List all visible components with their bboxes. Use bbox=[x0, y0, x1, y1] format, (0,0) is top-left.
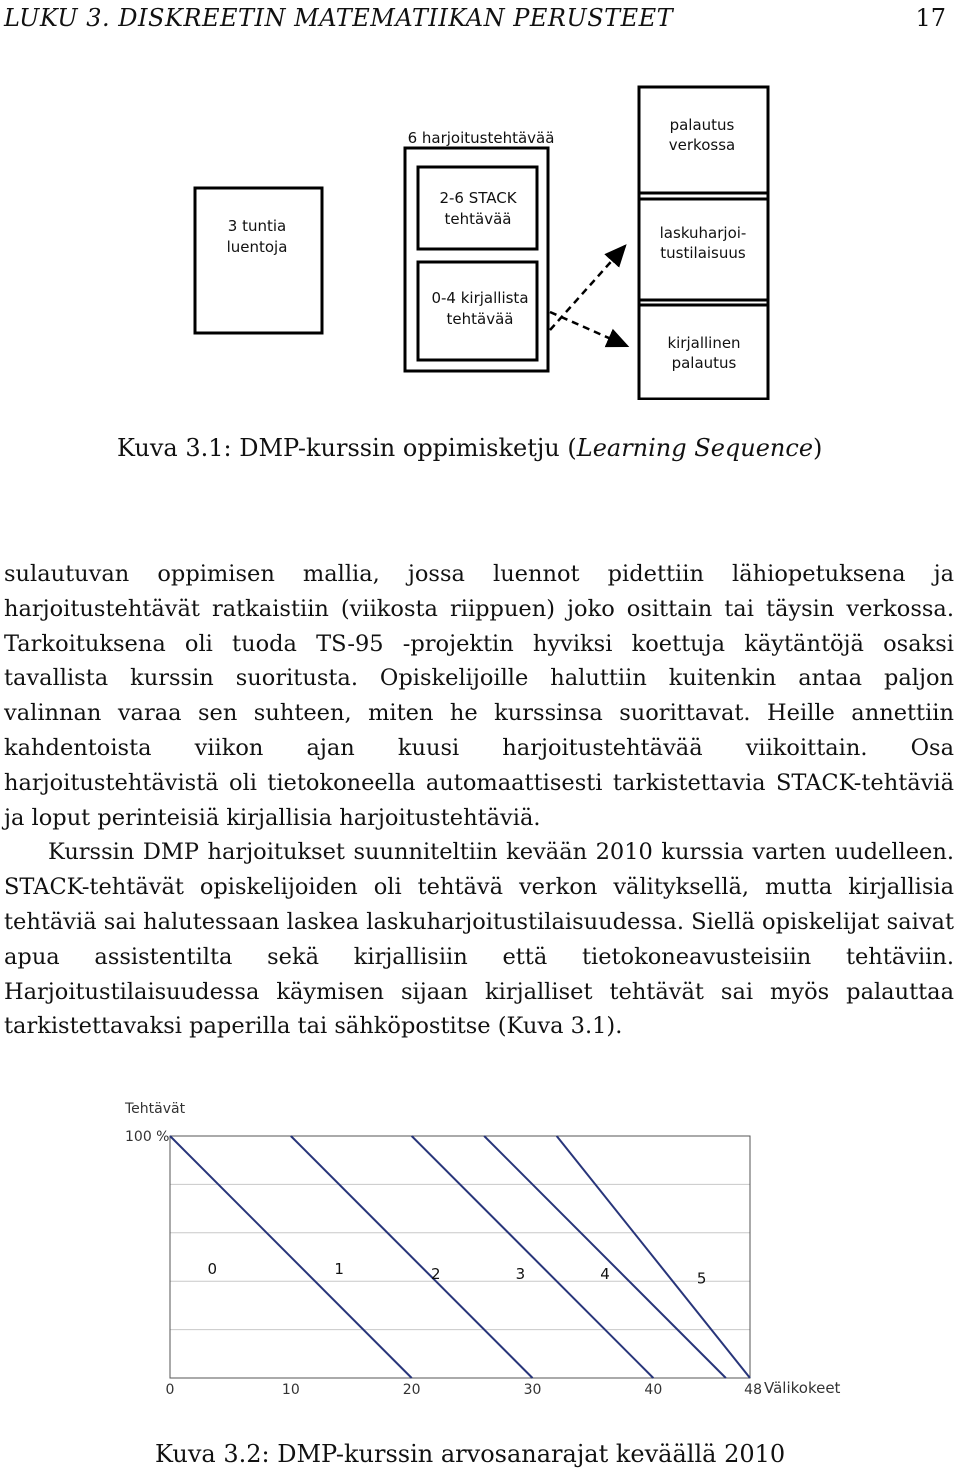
y-axis-label: Tehtävät bbox=[125, 1101, 186, 1117]
paragraph: Kurssin DMP harjoitukset suunniteltiin kevään 2010 kurssia varten uudelleen. STACK-tehtävät opiskelijoiden oli tehtävä verkon välityksellä, mutta kirjallisia tehtäviä sai halutessaan laskea laskuharjoitustilaisuudessa. Siellä opiskelijat saivat apua assistentilta sekä kirjallisiin että tietokoneavusteisiin tehtäviin. Harjoitustilaisuudessa käymisen sijaan kirjalliset tehtävät sai myös palauttaa tarkistettavaksi paperilla tai sähköpostitse (Kuva 3.1). bbox=[4, 839, 954, 1040]
exercise-group-box bbox=[405, 148, 548, 371]
grade-boundary-line-1 bbox=[170, 1136, 412, 1378]
body-text bbox=[4, 557, 954, 1044]
stack-label-1: 2-6 STACK bbox=[439, 189, 517, 207]
caption-italic-term: Learning Sequence bbox=[576, 434, 814, 462]
grade-boundary-line-2 bbox=[291, 1136, 533, 1378]
x-axis-label: Välikokeet bbox=[764, 1379, 841, 1397]
chart-grid bbox=[170, 1184, 750, 1329]
x-tick-label: 20 bbox=[402, 1382, 421, 1398]
region-label-grade-0: 0 bbox=[207, 1259, 218, 1278]
y-top-label: 100 % bbox=[125, 1129, 170, 1145]
region-label-grade-2: 2 bbox=[431, 1264, 441, 1283]
x-tick-label: 40 bbox=[644, 1382, 663, 1398]
grade-boundary-line-3 bbox=[412, 1136, 654, 1378]
region-label-grade-5: 5 bbox=[696, 1269, 707, 1288]
lectures-label-1: 3 tuntia bbox=[227, 217, 287, 235]
paragraph: sulautuvan oppimisen mallia, jossa luennot pidettiin lähiopetuksena ja harjoitustehtävät ratkaistiin (viikosta riippuen) joko osittain tai täysin verkossa. Tarkoituksena oli tuoda TS-95 -projektin hyviksi koettuja käytäntöjä osaksi tavallista kurssin suoritusta. Opiskelijoille haluttiin kuitenkin antaa paljon valinnan varaa sen suhteen, miten he kurssinsa suorittavat. Heille annettiin kahdentoista viikon ajan kuusi harjoitustehtävää viikoittain. Osa harjoitustehtävistä oli tietokoneella automaattisesti tarkistettavia STACK-tehtäviä ja loput perinteisiä kirjallisia harjoitustehtäviä. bbox=[4, 561, 954, 831]
region-label-grade-1: 1 bbox=[334, 1259, 344, 1278]
caption-suffix: ) bbox=[813, 434, 823, 462]
written-label-1: 0-4 kirjallista bbox=[431, 289, 529, 307]
x-tick-label: 10 bbox=[281, 1382, 300, 1398]
exercise-session-label-2: tustilaisuus bbox=[660, 244, 746, 262]
page-number: 17 bbox=[915, 4, 946, 32]
x-tick-labels bbox=[166, 1382, 762, 1398]
stack-label-2: tehtävää bbox=[444, 210, 512, 228]
region-label-grade-4: 4 bbox=[600, 1264, 610, 1283]
lectures-box bbox=[195, 188, 322, 333]
lectures-label-2: luentoja bbox=[226, 238, 288, 256]
written-label-2: tehtävää bbox=[446, 310, 514, 328]
online-return-label-1: palautus bbox=[669, 116, 735, 134]
grade-boundary-lines bbox=[170, 1136, 750, 1378]
paper-return-label-1: kirjallinen bbox=[667, 334, 741, 352]
figure-caption-3-1 bbox=[117, 434, 822, 462]
caption-prefix: Kuva 3.1: DMP-kurssin oppimisketju ( bbox=[117, 434, 577, 462]
exercise-session-label-1: laskuharjoi- bbox=[659, 224, 747, 242]
stack-box bbox=[418, 167, 537, 249]
learning-sequence-diagram bbox=[0, 0, 960, 400]
figure-caption-3-2: Kuva 3.2: DMP-kurssin arvosanarajat keväällä 2010 bbox=[155, 1440, 786, 1468]
x-tick-label: 0 bbox=[165, 1382, 175, 1398]
chapter-title: LUKU 3. DISKREETIN MATEMATIIKAN PERUSTEET bbox=[4, 4, 674, 32]
arrow-to-paper-return bbox=[550, 312, 627, 346]
grade-boundary-line-4 bbox=[484, 1136, 726, 1378]
region-label-grade-3: 3 bbox=[515, 1264, 526, 1283]
exercise-group-title: 6 harjoitustehtävää bbox=[407, 129, 555, 147]
online-return-label-2: verkossa bbox=[668, 136, 736, 154]
paper-return-label-2: palautus bbox=[671, 354, 737, 372]
grade-boundary-line-5 bbox=[557, 1136, 750, 1378]
plot-frame bbox=[170, 1136, 750, 1378]
x-tick-label: 30 bbox=[523, 1382, 542, 1398]
x-tick-label: 48 bbox=[744, 1382, 762, 1398]
grade-boundaries-chart bbox=[0, 1095, 960, 1405]
